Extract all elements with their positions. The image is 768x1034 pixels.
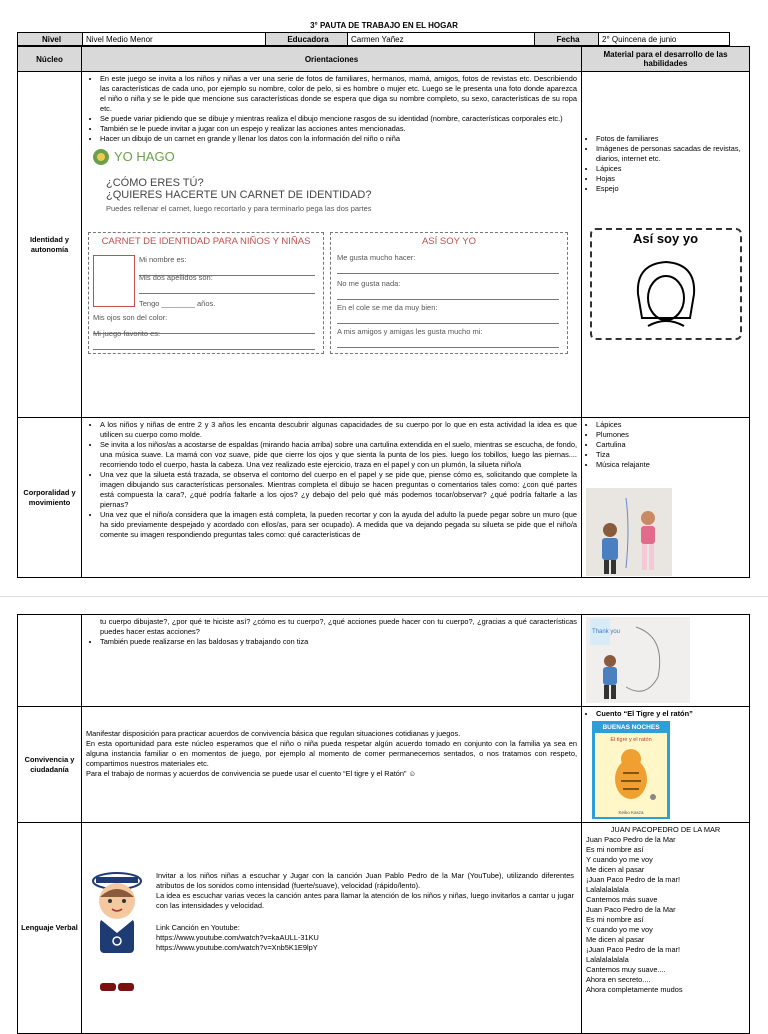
- song-line: Es mi nombre así: [586, 915, 644, 924]
- list-item: • Plumones: [596, 430, 745, 440]
- song-line: ¡Juan Paco Pedro de la mar!: [586, 875, 681, 884]
- row-identidad: [18, 72, 750, 418]
- card-title: CARNET DE IDENTIDAD PARA NIÑOS Y NIÑAS: [101, 236, 311, 247]
- id-card-left: [88, 232, 324, 354]
- child-outline-photo: [586, 617, 690, 703]
- sticker-title: Así soy yo: [632, 231, 699, 246]
- orientaciones-continuation: [82, 615, 582, 707]
- song-line: Y cuando yo me voy: [586, 855, 653, 864]
- lenguaje-paragraph: Invitar a los niños niñas a escuchar y Jugar con la canción Juan Pablo Pedro de la Mar (YouTube), utilizando diferentes atributos de los sonidos como intensidad (fuerte/suave), velocidad (rápido/lento).: [156, 871, 574, 890]
- row-lenguaje: [18, 823, 750, 1034]
- field-juego: Mi juego favorito es:: [93, 329, 315, 350]
- question-1: ¿CÓMO ERES TÚ?: [106, 177, 204, 189]
- main-table: [17, 46, 750, 578]
- nucleo-convivencia: Convivencia y ciudadanía: [18, 707, 82, 823]
- list-item: • Se invita a los niños/as a acostarse de espaldas (mirando hacia arriba) sobre una cartulina extendida en el suelo, mientras se escucha, de fondo, una música suave. La mamá con voz suave, pide que cierre los ojos y que sienta la punta de los pies. luego los tobillos, luego las piernas.... recorriendo todo el cuerpo, hasta la cabeza. Una vez realizado este ejercicio, traza en el papel y con un plumón, la silueta niño/a: [100, 440, 577, 470]
- material-convivencia: [582, 707, 750, 823]
- song-line: Me dicen al pasar: [586, 935, 645, 944]
- song-line: Lalalalalalala: [586, 955, 629, 964]
- fecha-value: 2° Quincena de junio: [599, 33, 730, 46]
- sailor-boy-icon: [84, 867, 150, 997]
- nucleo-corporalidad: Corporalidad y movimiento: [18, 418, 82, 578]
- field-edad: Tengo ________ años.: [139, 299, 216, 308]
- material-continuation: [582, 615, 750, 707]
- orientaciones-convivencia: [82, 707, 582, 823]
- brand-label: YO HAGO: [114, 149, 175, 164]
- right-title: ASÍ SOY YO: [421, 236, 477, 247]
- song-line: Juan Paco Pedro de la Mar: [586, 905, 676, 914]
- material-corporalidad: [582, 418, 750, 578]
- lenguaje-paragraph: La idea es escuchar varias veces la canción antes para llamar la atención de los niños y niñas, luego invitarlos a cantar u jugar con las intensidades y velocidad.: [156, 891, 574, 910]
- list-item: • Música relajante: [596, 460, 745, 470]
- list-item: • Hojas: [596, 174, 745, 184]
- song-line: Cantemos muy suave....: [586, 965, 666, 974]
- book-title: El tigre y el ratón: [610, 737, 652, 743]
- field-apellidos: Mis dos apellidos son:: [139, 273, 315, 294]
- row-corporalidad: [18, 418, 750, 578]
- page-separator: [0, 596, 768, 597]
- row-convivencia: [18, 707, 750, 823]
- list-item: • Una vez que el niño/a considera que la imagen está completa, la pueden recortar y con la ayuda del adulto la puede pegar sobre un muro (que ha sido previamente despejado y acordado con ellos/as, para ser ocupado). A medida que va dejando pegada su silueta se pide que el niño/a comente su imagen respondiendo preguntas tales como: qué características de: [100, 510, 577, 540]
- book-cover: [592, 721, 670, 819]
- nivel-value: Nivel Medio Menor: [83, 33, 266, 46]
- col-nucleo: Núcleo: [18, 47, 82, 72]
- song-line: Es mi nombre así: [586, 845, 644, 854]
- song-line: Ahora completamente mudos: [586, 985, 683, 994]
- header-table: [17, 32, 730, 46]
- orientaciones-identidad: [82, 72, 582, 418]
- photo-sign: Thank you: [592, 629, 621, 635]
- list-item: • Lápices: [596, 420, 745, 430]
- song-line: ¡Juan Paco Pedro de la mar!: [586, 945, 681, 954]
- list-item: • A los niños y niñas de entre 2 y 3 años les encanta descubrir algunas capacidades de su cuerpo por lo que en esta actividad la idea es que utilicen su cuerpo como molde.: [100, 420, 577, 440]
- convivencia-paragraph: En esta oportunidad para este núcleo esperamos que el niño o niña pueda respetar algún acuerdo tomado en conjunto con la familia ya sea en alguna instancia familiar o en momentos de juego, por ejemplo al momento de comer permanecemos sentados, o nos tratamos con respeto, compartimos nuestros materiales etc.: [86, 739, 577, 768]
- nivel-label: Nivel: [18, 33, 83, 46]
- youtube-link-1[interactable]: https://www.youtube.com/watch?v=kaAULL-31KU: [156, 933, 319, 942]
- continuation-table: [17, 614, 750, 1034]
- link-label: Link Canción en Youtube:: [156, 923, 240, 932]
- song-lyrics: [586, 835, 745, 995]
- col-orientaciones: Orientaciones: [82, 47, 582, 72]
- list-item: • También se le puede invitar a jugar con un espejo y realizar las acciones antes mencionadas.: [100, 124, 577, 134]
- list-item: • Cartulina: [596, 440, 745, 450]
- children-photo-icon: [586, 488, 672, 576]
- list-item: • Espejo: [596, 184, 745, 194]
- photo-box: [93, 255, 135, 307]
- book-series: BUENAS NOCHES: [602, 724, 660, 731]
- material-lenguaje: [582, 823, 750, 1034]
- row-continuation: [18, 615, 750, 707]
- tiger-icon: [595, 745, 667, 805]
- continuation-text: tu cuerpo dibujaste?, ¿por qué te hiciste así? ¿cómo es tu cuerpo?, ¿qué acciones puede hacer con tu cuerpo?, ¿gracias a qué características puedes hacer estas acciones?: [100, 617, 577, 636]
- list-item: • Imágenes de personas sacadas de revistas, diarios, internet etc.: [596, 144, 745, 164]
- song-line: Lalalalalalala: [586, 885, 629, 894]
- child-lying-photo-icon: [586, 617, 690, 703]
- field-amigos: A mis amigos y amigas les gusta mucho mi:: [337, 327, 559, 348]
- page-break: [0, 584, 768, 612]
- list-item: • Una vez que la silueta está trazada, se observa el contorno del cuerpo en el papel y se pide que, piense cómo es, solicitando que complete la imagen dibujando sus características personales. Mientras completa el dibujo se hacen preguntas o comentarios tales como: ¿con qué partes está compuesta la cara?, ¿qué podría faltarle a los ojos? ¿y debajo del pelo qué más podemos tocar/observar? ¿qué podría faltarle a las piernas?: [100, 470, 577, 510]
- field-cole: En el cole se me da muy bien:: [337, 303, 559, 324]
- song-line: Juan Paco Pedro de la Mar: [586, 835, 676, 844]
- material-identidad: [582, 72, 750, 418]
- sailor-boy-image: [84, 867, 150, 997]
- orientaciones-lenguaje: [82, 823, 582, 1034]
- field-nombre: Mi nombre es:: [139, 255, 315, 276]
- col-material: Material para el desarrollo de las habilidades: [582, 47, 750, 72]
- worksheet-instructions: Puedes rellenar el carnet, luego recortarlo y para terminarlo pega las dos partes: [106, 204, 372, 213]
- song-line: Ahora en secreto....: [586, 975, 651, 984]
- educadora-label: Educadora: [266, 33, 348, 46]
- nucleo-identidad: Identidad y autonomía: [18, 72, 82, 418]
- list-item: • Se puede variar pidiendo que se dibuje y mientras realiza el dibujo mencione rasgos de su identidad (nombre, características corporales etc.): [100, 114, 577, 124]
- question-2: ¿QUIERES HACERTE UN CARNET DE IDENTIDAD?: [106, 189, 372, 201]
- child-face-icon: [626, 254, 706, 334]
- youtube-link-2[interactable]: https://www.youtube.com/watch?v=Xnb5K1E9lpY: [156, 943, 318, 952]
- fecha-label: Fecha: [535, 33, 599, 46]
- nucleo-lenguaje: Lenguaje Verbal: [18, 823, 82, 1034]
- orientaciones-corporalidad: [82, 418, 582, 578]
- field-no-gusta: No me gusta nada:: [337, 279, 559, 300]
- convivencia-paragraph: Manifestar disposición para practicar acuerdos de convivencia básica que regulan situaciones cotidianas y juegos.: [86, 729, 461, 738]
- list-item: • En este juego se invita a los niños y niñas a ver una serie de fotos de familiares, hermanos, mamá, amigos, fotos de revistas etc. Describiendo las características de cada uno, por ejemplo su nombre, color de pelo, si es hombre o mujer etc. Luego se le presenta una foto donde aparezca el niño o niña y se le pide que mencione sus características donde se espera que diga su nombre completo, su sexo, características de su ropa etc.: [100, 74, 577, 114]
- song-line: Cantemos más suave: [586, 895, 658, 904]
- list-item: • Lápices: [596, 164, 745, 174]
- asi-soy-yo-image: [590, 228, 742, 340]
- song-line: Y cuando yo me voy: [586, 925, 653, 934]
- educadora-value: Carmen Yañez: [348, 33, 535, 46]
- list-item: • Hacer un dibujo de un carnet en grande y llenar los datos con la información del niño o niña: [100, 134, 577, 144]
- list-item: • Cuento “El Tigre y el ratón”: [596, 709, 745, 719]
- list-item: • Fotos de familiares: [596, 134, 745, 144]
- field-gusta: Me gusta mucho hacer:: [337, 253, 559, 274]
- list-item: • También puede realizarse en las baldosas y trabajando con tiza: [100, 637, 577, 647]
- id-card-right: [330, 232, 568, 354]
- nucleo-continuation: [18, 615, 82, 707]
- convivencia-paragraph: Para el trabajo de normas y acuerdos de convivencia se puede usar el cuento “El tigre y el Ratón” ☺: [86, 769, 417, 778]
- list-item: • Tiza: [596, 450, 745, 460]
- book-author: Keiko Kasza: [618, 810, 644, 815]
- song-title: JUAN PACOPEDRO DE LA MAR: [610, 825, 721, 834]
- page-title: 3° PAUTA DE TRABAJO EN EL HOGAR: [310, 21, 458, 30]
- yohago-logo-icon: [92, 148, 110, 166]
- song-line: Me dicen al pasar: [586, 865, 645, 874]
- field-ojos: Mis ojos son del color:: [93, 313, 315, 334]
- id-card-worksheet: [88, 148, 575, 378]
- children-silhouette-photo: [586, 488, 672, 576]
